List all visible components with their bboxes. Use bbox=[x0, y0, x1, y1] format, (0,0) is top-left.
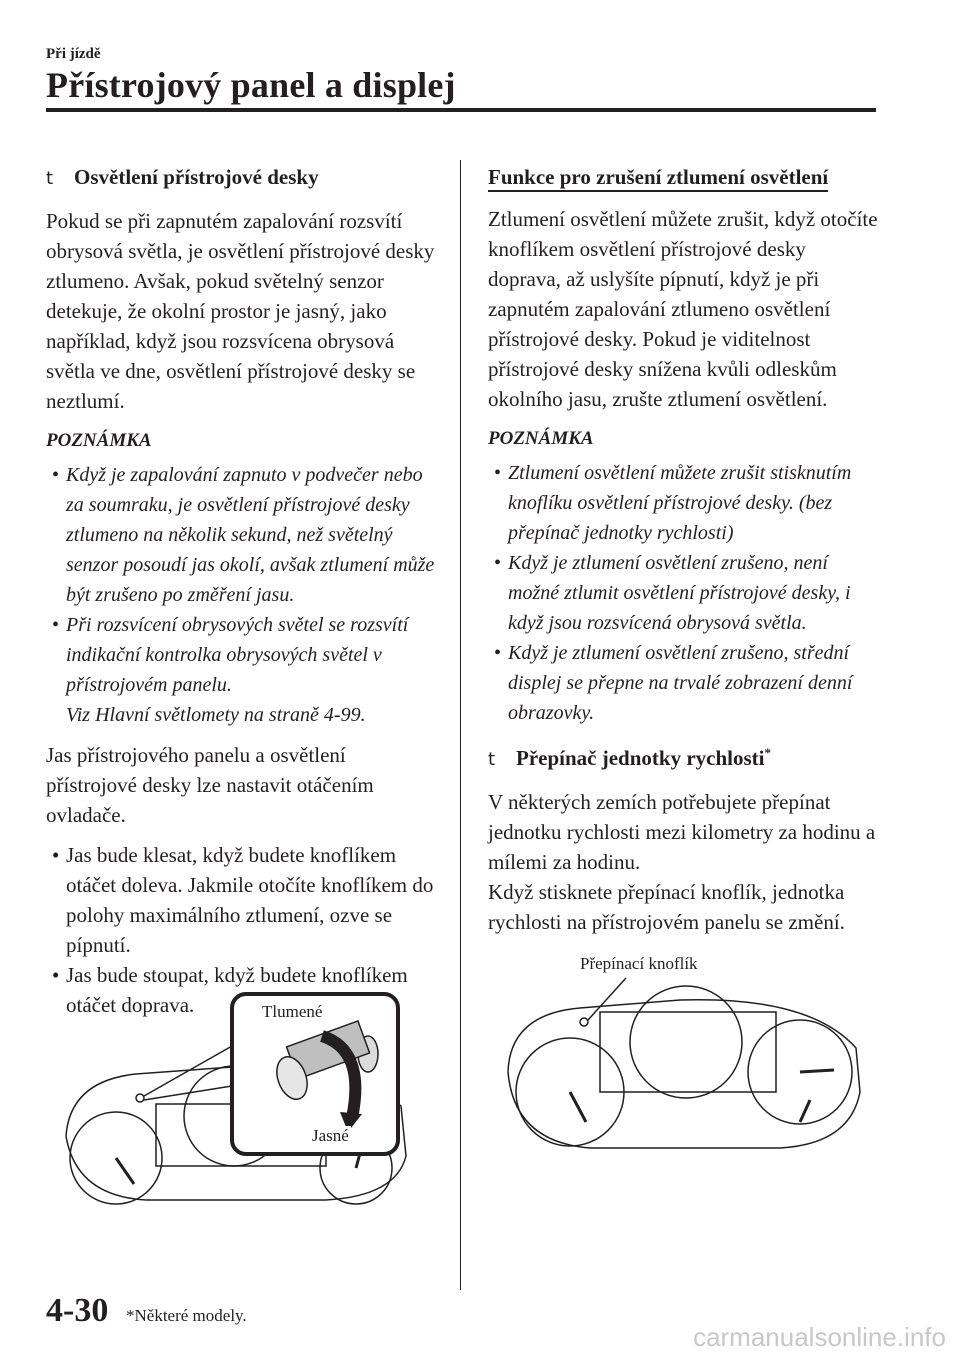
bullet-icon: • bbox=[494, 462, 502, 484]
note-item: • Když je ztlumení osvětlení zrušeno, střední displej se přepne na trvalé zobrazení denní obrazovky. bbox=[488, 638, 880, 728]
heading-text: Osvětlení přístrojové desky bbox=[74, 165, 319, 189]
note-list bbox=[488, 458, 880, 728]
heading-panel-lighting bbox=[46, 162, 438, 194]
paragraph: Když stisknete přepínací knoflík, jednotka rychlosti na přístrojovém panelu se změní. bbox=[488, 880, 845, 934]
footnote: *Některé modely. bbox=[126, 1306, 247, 1325]
list-item: • Jas bude klesat, když budete knoflíkem otáčet doleva. Jakmile otočíte knoflíkem do polohy maximálního ztlumení, ozve se pípnutí. bbox=[46, 840, 438, 960]
page-title: Přístrojový panel a displej bbox=[46, 65, 456, 105]
note-title: POZNÁMKA bbox=[488, 428, 594, 449]
page-number: 4-30 bbox=[46, 1292, 109, 1329]
instrument-cluster-illustration bbox=[500, 952, 870, 1152]
note-item: • Při rozsvícení obrysových světel se rozsvítí indikační kontrolka obrysových světel v přístrojovém panelu. Viz Hlavní světlomety na straně 4-99. bbox=[46, 610, 438, 730]
heading-speed-unit-switch bbox=[488, 738, 880, 775]
instrument-cluster-illustration bbox=[56, 986, 416, 1212]
paragraph: Ztlumení osvětlení můžete zrušit, když otočíte knoflíkem osvětlení přístrojové desky doprava, až uslyšíte pípnutí, když je při zapnutém zapalování ztlumeno osvětlení přístrojové desky. Pokud je viditelnost přístrojové desky snížena kvůli odleskům okolního jasu, zrušte ztlumení osvětlení. bbox=[488, 207, 878, 411]
bullet-icon: • bbox=[52, 963, 60, 987]
cross-reference: Viz Hlavní světlomety na straně 4-99. bbox=[66, 704, 366, 726]
paragraph: Pokud se při zapnutém zapalování rozsvítí obrysová světla, je osvětlení přístrojové desky ztlumeno. Avšak, pokud světelný senzor detekuje, že okolní prostor je jasný, jako například, když jsou rozsvícena obrysová světla ve dne, osvětlení přístrojové desky se neztlumí. bbox=[46, 209, 435, 413]
column-divider bbox=[460, 160, 461, 1290]
paragraph: V některých zemích potřebujete přepínat jednotku rychlosti mezi kilometry za hodinu a mílemi za hodinu. bbox=[488, 790, 876, 874]
list-item: • Jas bude stoupat, když budete knoflíkem otáčet doprava. bbox=[46, 960, 438, 1020]
note-item: • Když je ztlumení osvětlení zrušeno, není možné ztlumit osvětlení přístrojové desky, i když jsou rozsvícená obrysová světla. bbox=[488, 548, 880, 638]
note-title: POZNÁMKA bbox=[46, 430, 152, 451]
label-bright: Jasné bbox=[312, 1126, 349, 1145]
bullet-icon: • bbox=[52, 614, 60, 636]
watermark: carmanualsonline.info bbox=[693, 1322, 946, 1352]
bullet-icon: • bbox=[494, 642, 502, 664]
note-list bbox=[46, 460, 438, 730]
note-item: • Ztlumení osvětlení můžete zrušit stisknutím knoflíku osvětlení přístrojové desky. (bez přepínač jednotky rychlosti) bbox=[488, 458, 880, 548]
bullet-icon: • bbox=[494, 552, 502, 574]
bullet-icon: • bbox=[52, 464, 60, 486]
left-column bbox=[46, 162, 438, 1030]
label-dim: Tlumené bbox=[262, 1002, 323, 1021]
title-rule bbox=[46, 108, 876, 112]
bullet-icon: • bbox=[52, 843, 60, 867]
section-label: Při jízdě bbox=[46, 46, 101, 62]
asterisk-footnote-mark: * bbox=[764, 745, 771, 760]
heading-text: Přepínač jednotky rychlosti* bbox=[516, 745, 771, 770]
note-item: • Když je zapalování zapnuto v podvečer nebo za soumraku, je osvětlení přístrojové desky ztlumeno na několik sekund, než světelný senzor posoudí jas okolí, avšak ztlumení může být zrušeno po změření jasu. bbox=[46, 460, 438, 610]
label-switch-knob: Přepínací knoflík bbox=[580, 954, 698, 973]
paragraph: Jas přístrojového panelu a osvětlení přístrojové desky lze nastavit otáčením ovladače. bbox=[46, 743, 374, 827]
section-marker-icon: t bbox=[46, 168, 54, 189]
heading-cancel-dimming: Funkce pro zrušení ztlumení osvětlení bbox=[488, 164, 828, 192]
section-marker-icon: t bbox=[488, 749, 496, 770]
dimmer-knob-figure bbox=[56, 986, 416, 1212]
speed-unit-switch-figure bbox=[500, 952, 870, 1152]
right-column bbox=[488, 162, 880, 947]
